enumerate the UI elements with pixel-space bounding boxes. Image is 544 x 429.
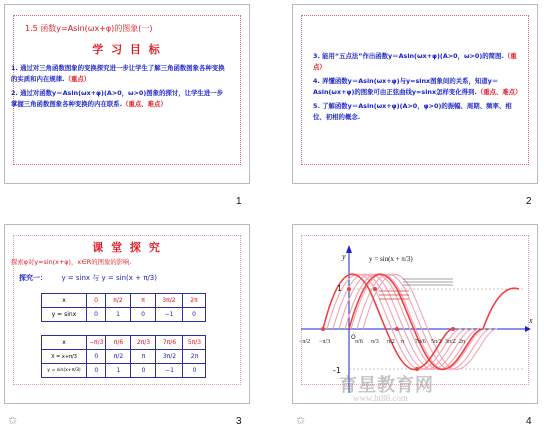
x-label: 2π	[459, 339, 466, 345]
slide-3-star-icon: ✩	[8, 414, 18, 427]
table-cell: π	[131, 294, 156, 308]
slide-2-paragraph-5: 5. 了解函数y＝Asin(ωx+φ)(A>0，φ>0)的振幅、周期、频率、相位、初相的概念.	[313, 102, 512, 121]
table-cell: π/6	[106, 336, 131, 350]
shift-band	[327, 274, 497, 369]
table-cell: 1	[106, 364, 131, 378]
slide-3-table-1	[41, 293, 206, 322]
x-label: −π/2	[299, 339, 311, 345]
table-2-header-row	[42, 336, 206, 350]
axis-x-label: x	[529, 316, 533, 325]
table-cell: 0	[87, 350, 106, 364]
slide-1-page-number: 1	[236, 196, 242, 207]
table-1-header-row	[42, 294, 206, 308]
table-cell: 3π/2	[156, 294, 183, 308]
table-cell: 2π	[183, 350, 206, 364]
slide-1-paragraph-2: 2. 通过对函数y＝Asin(ωx+φ)(A>0，ω>0)图象的探讨，让学生进一步掌握三角函数图象各种变换的内在联系.（重点、难点）	[11, 89, 223, 108]
table-cell: 2π/3	[131, 336, 156, 350]
watermark-url: www.ht88.com	[353, 393, 408, 403]
table-cell: 0	[87, 364, 106, 378]
table-cell: x	[42, 336, 87, 350]
table-cell: 0	[87, 294, 106, 308]
table-cell: y = sin(x+π/3)	[42, 364, 87, 378]
slide-3-page-number: 3	[236, 416, 242, 427]
slide-1-heading: 学 习 目 标	[92, 43, 162, 56]
key-point	[321, 327, 325, 331]
slide-3[interactable]	[4, 224, 250, 404]
table-cell: 1	[106, 308, 131, 322]
y-label-minus-1: -1	[333, 366, 341, 375]
x-axis-arrow-icon	[525, 326, 531, 332]
table-2-row	[42, 364, 206, 378]
x-label: π/3	[371, 339, 379, 345]
slide-3-example-label: 探究一：	[19, 274, 47, 282]
table-cell: X = x+π/3	[42, 350, 87, 364]
x-label: 7π/6	[415, 339, 426, 345]
table-cell: 5π/3	[183, 336, 206, 350]
slide-2-paragraph-3: 3. 能用“五点法”作出函数y＝Asin(ωx+φ)(A>0，ω>0)的简图.（重点）	[313, 52, 517, 71]
slide-3-intro: 探索φ对y=sin(x+φ)，x∈R的图象的影响.	[11, 258, 132, 266]
table-cell: π/2	[106, 350, 131, 364]
table-cell: 3π/2	[156, 350, 183, 364]
table-cell: 0	[131, 308, 156, 322]
slide-3-table-2	[41, 335, 206, 378]
table-2-row	[42, 350, 206, 364]
table-cell: 0	[87, 308, 106, 322]
x-label: π/2	[387, 339, 395, 345]
table-1-row	[42, 308, 206, 322]
table-cell: −1	[156, 364, 183, 378]
hatch-marks	[403, 279, 453, 285]
table-cell: −1	[156, 308, 183, 322]
key-point	[451, 327, 455, 331]
table-cell: 0	[183, 308, 206, 322]
slide-3-heading: 课 堂 探 究	[92, 241, 162, 254]
key-point	[395, 327, 399, 331]
slide-1[interactable]	[4, 4, 250, 184]
table-cell: 0	[183, 364, 206, 378]
origin-label: O	[351, 334, 356, 341]
slide-2-page-number: 2	[526, 196, 532, 207]
slide-2-paragraph-4: 4. 弄懂函数y＝Asin(ωx+φ)与y=sinx图象间的关系，知道y＝Asin(ωx+φ)的图象可由正弦曲线y=sinx怎样变化得到.（重点、难点）	[313, 77, 522, 96]
slide-2[interactable]	[292, 4, 538, 184]
slide-4-page-number: 4	[526, 416, 532, 427]
x-label: −π/3	[319, 339, 331, 345]
x-label: π	[401, 339, 405, 345]
watermark-text: 育星教育网	[339, 375, 434, 395]
table-cell: π	[131, 350, 156, 364]
table-cell: y = sinx	[42, 308, 87, 322]
y-axis-arrow-icon	[346, 245, 352, 253]
slide-1-paragraph-1: 1. 通过对三角函数图象的变换探究进一步让学生了解三角函数图象各种变换的实质和内在规律.（重点）	[11, 64, 225, 83]
x-label: π/6	[355, 339, 363, 345]
graph-label: y = sin(x + π/3)	[369, 255, 413, 263]
x-label: 3π/2	[445, 339, 456, 345]
slide-3-example	[19, 273, 157, 283]
key-point	[373, 287, 377, 291]
slide-1-title: 1.5 函数y=Asin(ωx+φ)的图象(一)	[25, 24, 153, 33]
x-label: 5π/3	[431, 339, 442, 345]
y-label-1: 1	[337, 284, 343, 293]
slide-4-star-icon: ✩	[296, 414, 306, 427]
table-cell: 7π/6	[156, 336, 183, 350]
table-cell: x	[42, 294, 87, 308]
table-cell: π/2	[106, 294, 131, 308]
table-cell: 2π	[183, 294, 206, 308]
slide-3-example-formula: y = sinx 与 y = sin(x + π/3)	[61, 274, 157, 282]
table-cell: −π/3	[87, 336, 106, 350]
axis-y-label: y	[342, 252, 346, 261]
slide-4[interactable]	[292, 224, 538, 404]
key-point	[347, 287, 351, 291]
table-cell: 0	[131, 364, 156, 378]
